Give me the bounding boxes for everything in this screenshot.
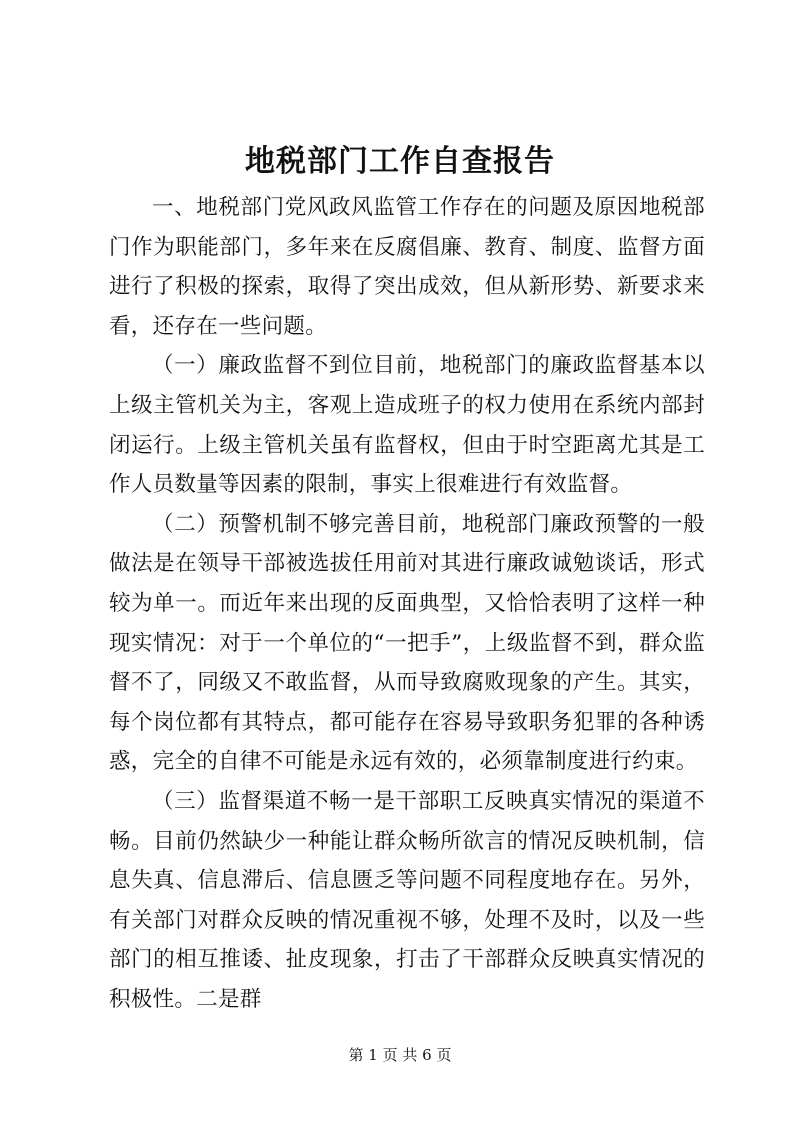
document-title: 地税部门工作自查报告	[245, 144, 555, 179]
paragraph-section-2: （二）预警机制不够完善目前，地税部门廉政预警的一般做法是在领导干部被选拔任用前对其进行廉政诚勉谈话，形式较为单一。而近年来出现的反面典型，又恰恰表明了这样一种现实情况：对于一个单位的“一把手”，上级监督不到，群众监督不了，同级又不敢监督，从而导致腐败现象的产生。其实，每个岗位都有其特点，都可能存在容易导致职务犯罪的各种诱惑，完全的自律不可能是永远有效的，必须靠制度进行约束。	[109, 511, 705, 775]
paragraph-section-3: （三）监督渠道不畅一是干部职工反映真实情况的渠道不畅。目前仍然缺少一种能让群众畅所欲言的情况反映机制，信息失真、信息滞后、信息匮乏等问题不同程度地存在。另外，有关部门对群众反映的情况重视不够，处理不及时，以及一些部门的相互推诿、扯皮现象，打击了干部群众反映真实情况的积极性。二是群	[109, 788, 705, 1012]
paragraph-intro: 一、地税部门党风政风监管工作存在的问题及原因地税部门作为职能部门，多年来在反腐倡廉、教育、制度、监督方面进行了积极的探索，取得了突出成效，但从新形势、新要求来看，还存在一些问题。	[109, 195, 705, 339]
page-footer: 第 1 页 共 6 页	[348, 1046, 452, 1064]
paragraph-section-1: （一）廉政监督不到位目前，地税部门的廉政监督基本以上级主管机关为主，客观上造成班子的权力使用在系统内部封闭运行。上级主管机关虽有监督权，但由于时空距离尤其是工作人员数量等因素的限制，事实上很难进行有效监督。	[109, 353, 705, 498]
document-body	[109, 188, 705, 1019]
